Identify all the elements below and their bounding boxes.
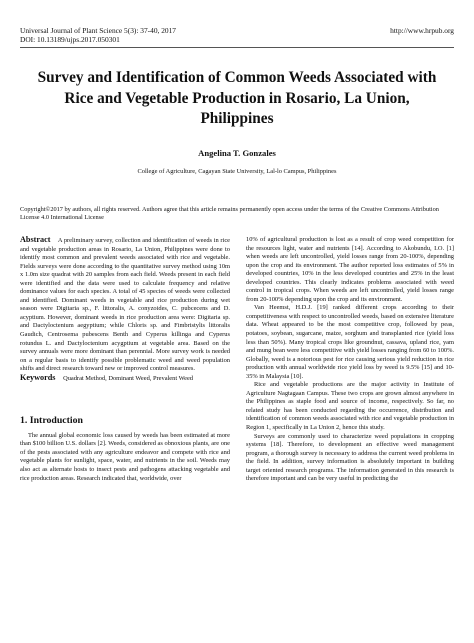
author-affiliation: College of Agriculture, Cagayan State University, Lal-lo Campus, Philippines [137,168,337,175]
body-paragraph: Rice and vegetable productions are the major activity in Institute of Agriculture Nagtagaan Campus. These two crops are grown almost anywhere in the Philippines as staple food and source of income, respectively. So far, no related study has been conducted regarding the occurrence, distribution and identification of common weeds associated with rice and vegetable production in Region 1, specifically in La Union 2, hence this study. [246,381,454,432]
running-header [20,26,176,44]
keywords-text: Quadrat Method, Dominant Weed, Prevalent Weed [63,374,193,382]
paper-title: Survey and Identification of Common Weeds Associated with Rice and Vegetable Production in Rosario, La Union, Philippines [37,69,437,127]
right-column [246,236,454,484]
abstract-label: Abstract [20,235,51,244]
doi: DOI: 10.13189/ujps.2017.050301 [20,35,120,44]
author-name: Angelina T. Gonzales [198,148,276,158]
body-paragraph: Surveys are commonly used to characterize weed populations in cropping systems [18]. Therefore, to development an effective weed management program, a thorough survey is necessary to address the current weed problems in the field. In addition, survey information is absolutely important in building target oriented research programs. The information generated in this research is therefore important and can be very useful in predicting the [246,432,454,483]
header-rule [20,47,454,48]
keywords [20,374,230,384]
journal-url[interactable]: http://www.hrpub.org [390,26,454,35]
left-column [20,236,230,483]
keywords-label: Keywords [20,372,56,382]
section-heading-introduction: 1. Introduction [20,415,83,427]
body-paragraph: Van Heemst, H.D.J. [19] ranked different crops according to their competitiveness with respect to uncontrolled weeds, based on extensive literature data. Wheat appeared to be the most competitive crop, followed by peas, potatoes, soybean, sugarcane, maize, sorghum and transplanted rice (yield loss less than 50%). Many tropical crops like groundnut, cassava, upland rice, yam and mung bean were less competitive with yield losses ranging from 60 to 100%. Globally, weed is a notorious pest for rice causing serious yield reduction in rice production with annual worldwide rice yield loss by weed is 9.5% [15] and 10-35% in Malaysia [10]. [246,304,455,380]
journal-citation: Universal Journal of Plant Science 5(3): 37-40, 2017 [20,26,176,35]
abstract-text: A preliminary survey, collection and identification of weeds in rice and vegetable production areas in Rosario, La Union, Philippines were done to identify most common and prevalent weeds associated with rice and vegetable. Fields surveys were done according to the quantitative survey method using 10m x 1.0m size quadrat with 20 samples from each field. Weeds present in each field were identified and the data were used to calculate frequency and relative dominance values for each species. A total of 45 species of weeds were collected and identified. Dominant weeds in vegetable and rice production during wet season were Digitaria sp., F. littoralis, A. conyzoides, C. pubcecens and D. acyptium. However, dominant weeds in rice production area were: Digitaria sp. and Dactyloctenium aegyptium; while Chloris sp. and Fimbristylis littoralis Gaudich, Centrosema pubescens Benth and Cyperus killinga and Cyperus rotundus L. and Dactyloctenium acygptium at vegetable area. Based on the survey annuals were more dominant than perennial. More survey work is needed on a regular basis to identify possible problematic weed and weed population shifts and direct research toward new or improved control measures. [20,237,230,373]
abstract [20,236,230,374]
copyright-notice: Copyright©2017 by authors, all rights reserved. Authors agree that this article remains permanently open access under the terms of the Creative Commons Attribution License 4.0 International License [20,206,439,221]
intro-paragraph: The annual global economic loss caused by weeds has been estimated at more than $100 billion U.S. dollars [2]. Weeds, considered as obnoxious plants, are one of the pests associated with any agriculture endeavor and compete with rice and vegetable plants for sunlight, space, water, and nutrients in the soil. Weeds may also act as alternate hosts to insect pests and pathogens attacking vegetable and rice production areas. Research indicated that, worldwide, over [20,431,230,482]
body-paragraph: 10% of agricultural production is lost as a result of crop weed competition for the resources light, water and nutrients [14]. According to Akobundu, I.O. [1] when weeds are left uncontrolled, yield losses range from 20-100%, depending upon the crop and its environment. The author reported loss estimates of 5% in developed countries, 10% in the less developed countries and 25% in the least developed countries. This clearly indicates problems associated with weed control in tropical crops. When weeds are left uncontrolled, yield losses range from 20-100% depending upon the crop and its environment. [246,236,454,303]
